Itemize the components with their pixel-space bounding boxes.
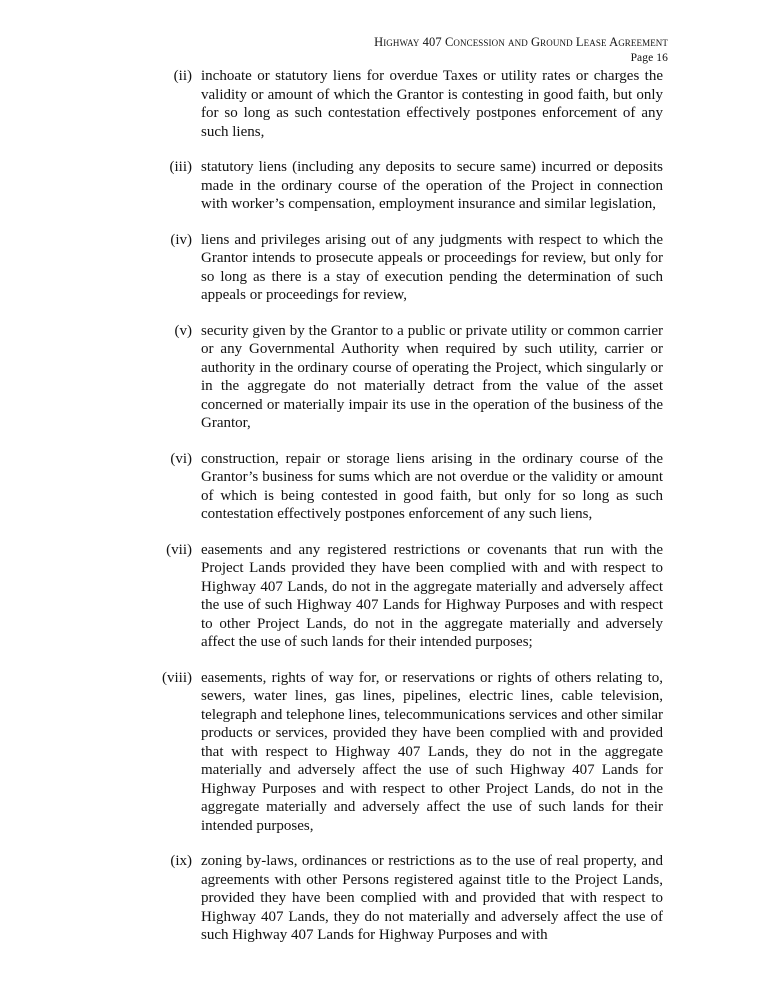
clause-item bbox=[0, 231, 770, 305]
clause-number: (iii) bbox=[169, 159, 192, 175]
document-title: Highway 407 Concession and Ground Lease Agreement bbox=[374, 35, 668, 49]
clause-item bbox=[0, 158, 770, 214]
clause-item bbox=[0, 852, 770, 945]
page-number: Page 16 bbox=[630, 52, 668, 64]
clause-item bbox=[0, 450, 770, 524]
clause-text: easements, rights of way for, or reservations or rights of others relating to, sewers, water lines, gas lines, pipelines, electric lines, cable television, telegraph and telephone lines, telecommunications services and other similar products or services, provided they have been complied with and provided that with respect to Highway 407 Lands, they do not in the aggregate materially and adversely affect the use of such Highway 407 Lands for Highway Purposes and with respect to other Project Lands, do not in the aggregate materially and adversely affect the use of such lands for their intended purposes, bbox=[201, 669, 663, 834]
clause-text: statutory liens (including any deposits to secure same) incurred or deposits made in the ordinary course of the operation of the Project in connection with worker’s compensation, employment insurance and similar legislation, bbox=[201, 159, 663, 212]
clause-text: easements and any registered restrictions or covenants that run with the Project Lands provided they have been complied with and with respect to Highway 407 Lands, do not in the aggregate materially and adversely affect the use of such Highway 407 Lands for Highway Purposes and with respect to other Project Lands, do not in the aggregate materially and adversely affect the use of such lands for their intended purposes; bbox=[201, 541, 663, 650]
clause-number: (vi) bbox=[170, 450, 192, 467]
clause-item bbox=[0, 669, 770, 836]
clause-item bbox=[0, 322, 770, 433]
clause-item bbox=[0, 67, 770, 141]
clause-number: (v) bbox=[174, 322, 192, 339]
clause-text: construction, repair or storage liens arising in the ordinary course of the Grantor’s business for sums which are not overdue or the validity or amount of which is being contested in good faith, but only for so long as such contestation effectively postpones enforcement of any such liens, bbox=[201, 450, 663, 522]
clause-text: liens and privileges arising out of any judgments with respect to which the Grantor intends to prosecute appeals or proceedings for review, but only for so long as there is a stay of execution pending the determination of such appeals or proceedings for review, bbox=[201, 231, 663, 303]
clause-number: (viii) bbox=[162, 669, 192, 686]
clause-item bbox=[0, 541, 770, 652]
clause-number: (ii) bbox=[173, 68, 192, 84]
clause-text: inchoate or statutory liens for overdue Taxes or utility rates or charges the validity or amount of which the Grantor is contesting in good faith, but only for so long as such contestation effectively postpones enforcement of any such liens, bbox=[201, 68, 663, 140]
clause-number: (ix) bbox=[170, 853, 192, 869]
clause-number: (iv) bbox=[170, 231, 192, 248]
clause-text: security given by the Grantor to a public or private utility or common carrier or any Governmental Authority when required by such utility, carrier or authority in the ordinary course of operating the Project, which singularly or in the aggregate do not materially detract from the value of the asset concerned or materially impair its use in the operation of the business of the Grantor, bbox=[201, 322, 663, 431]
clause-list bbox=[0, 67, 770, 962]
clause-number: (vii) bbox=[166, 541, 192, 558]
clause-text: zoning by-laws, ordinances or restrictions as to the use of real property, and agreements with other Persons registered against title to the Project Lands, provided they have been complied with and provided that with respect to Highway 407 Lands, they do not materially and adversely affect the use of such Highway 407 Lands for Highway Purposes and with bbox=[201, 853, 663, 943]
page-header bbox=[374, 34, 668, 66]
